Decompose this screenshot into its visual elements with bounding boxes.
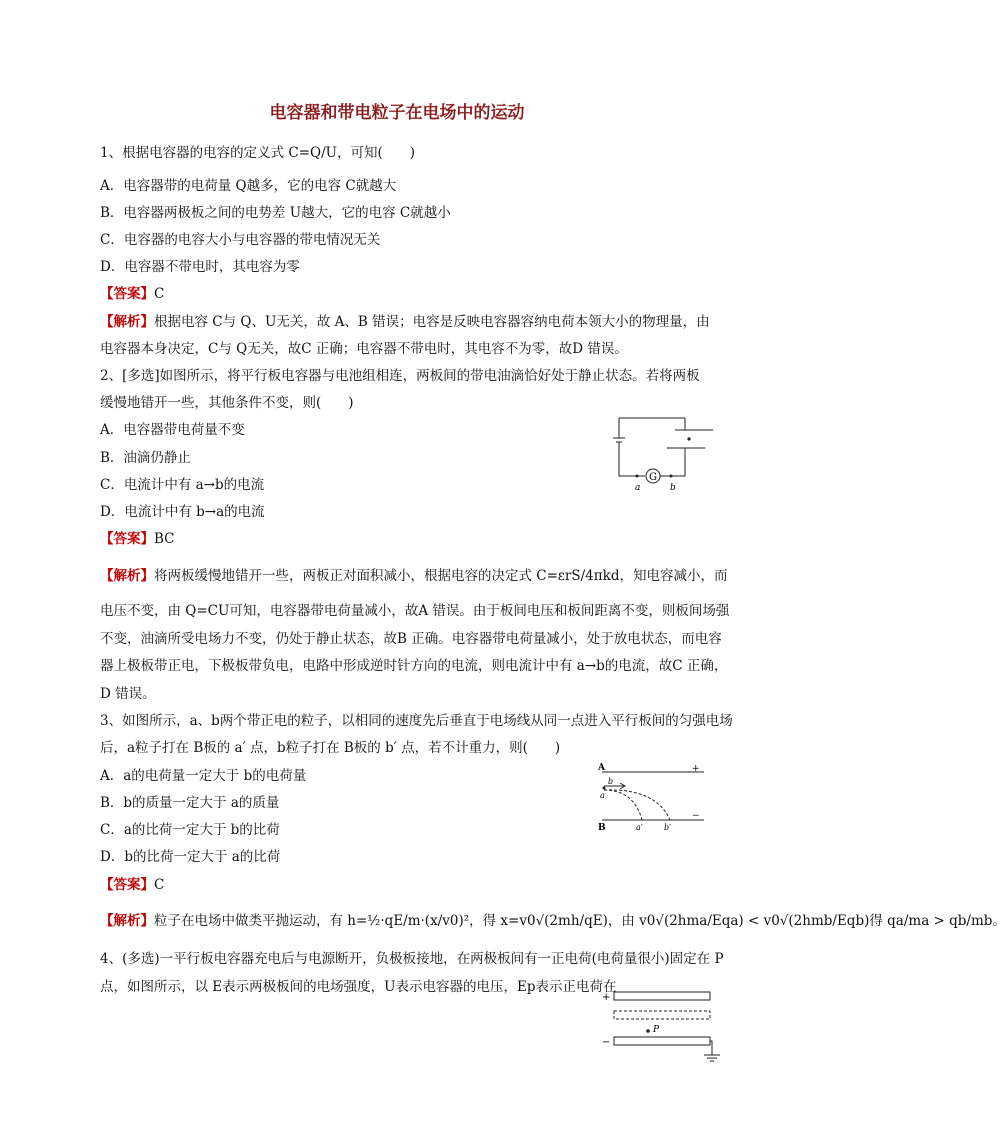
node-b-label: b xyxy=(670,483,676,493)
q2-option-c: C．电流计中有 a→b的电流 xyxy=(100,477,265,493)
q3-plates-diagram xyxy=(594,760,709,835)
charge-p-dot xyxy=(646,1029,650,1033)
q3-analysis-1: 粒子在电场中做类平抛运动，有 h=½·qE/m·(x/v0)²，得 x=v0√(2mh/qE)，由 v0√(2hma/Eqa) < v0√(2hmb/Eqb)得 qa/ma > qb/mb。 xyxy=(154,913,1006,929)
q2-option-a: A．电容器带电荷量不变 xyxy=(100,422,245,438)
q4-capacitor-diagram xyxy=(600,985,725,1065)
q3-option-a: A．a的电荷量一定大于 b的电荷量 xyxy=(100,768,307,784)
q3-option-d: D．b的比荷一定大于 a的比荷 xyxy=(100,849,281,865)
q1-answer-value: C xyxy=(154,286,165,302)
minus-sign: − xyxy=(602,1037,611,1048)
analysis-tag: 【解析】 xyxy=(100,568,154,584)
q1-answer xyxy=(100,285,164,303)
q2-option-d: D．电流计中有 b→a的电流 xyxy=(100,504,265,520)
q1-option-b: B．电容器两极板之间的电势差 U越大，它的电容 C就越小 xyxy=(100,205,451,221)
plus-sign: + xyxy=(602,992,611,1003)
galvanometer-label: G xyxy=(649,472,657,483)
plate-a-label: A xyxy=(598,763,605,773)
q2-stem-1: 2、[多选]如图所示，将平行板电容器与电池组相连，两板间的带电油滴恰好处于静止状态。若将两板 xyxy=(100,368,700,384)
q2-answer xyxy=(100,530,175,548)
q1-analysis xyxy=(100,313,710,331)
q2-analysis-1: 将两板缓慢地错开一些，两板正对面积减小，根据电容的决定式 C=εrS/4πkd，知电容减小，而 xyxy=(154,568,728,584)
minus-sign: − xyxy=(692,811,700,821)
q1-option-c: C．电容器的电容大小与电容器的带电情况无关 xyxy=(100,232,381,248)
q2-answer-value: BC xyxy=(154,531,175,547)
particle-b-label: b xyxy=(608,777,614,786)
answer-tag: 【答案】 xyxy=(100,286,154,302)
analysis-tag: 【解析】 xyxy=(100,314,154,330)
q4-stem-2: 点，如图所示，以 E表示两极板间的电场强度，U表示电容器的电压，Ep表示正电荷在 xyxy=(100,979,617,995)
page-title: 电容器和带电粒子在电场中的运动 xyxy=(269,103,525,123)
q2-stem-2: 缓慢地错开一些，其他条件不变，则( ) xyxy=(100,395,354,411)
point-p-label: P xyxy=(653,1025,660,1035)
answer-tag: 【答案】 xyxy=(100,531,154,547)
plus-sign: + xyxy=(692,764,700,774)
particle-a-label: a xyxy=(600,791,605,800)
point-b-prime-label: b′ xyxy=(664,823,671,832)
oil-drop xyxy=(687,437,690,440)
plate-b-label: B xyxy=(598,823,606,833)
q3-stem-2: 后，a粒子打在 B板的 a′ 点，b粒子打在 B板的 b′ 点，若不计重力，则( ) xyxy=(100,740,561,756)
q2-analysis-4: 器上极板带正电，下极板带负电，电路中形成逆时针方向的电流，则电流计中有 a→b的电流，故C 正确， xyxy=(100,658,728,674)
q1-analysis-1: 根据电容 C与 Q、U无关，故 A、B 错误；电容是反映电容器容纳电荷本领大小的物理量，由 xyxy=(154,314,710,330)
q2-circuit-diagram xyxy=(605,408,725,498)
q3-option-c: C．a的比荷一定大于 b的比荷 xyxy=(100,822,280,838)
q3-answer xyxy=(100,876,164,894)
q3-answer-value: C xyxy=(154,877,165,893)
q1-stem: 1、根据电容器的电容的定义式 C=Q/U，可知( ) xyxy=(100,145,416,161)
q2-analysis-5: D 错误。 xyxy=(100,686,156,702)
q1-analysis-2: 电容器本身决定，C与 Q无关，故C 正确；电容器不带电时，其电容不为零，故D 错误。 xyxy=(100,341,628,357)
analysis-tag: 【解析】 xyxy=(100,913,154,929)
q2-analysis xyxy=(100,567,727,585)
q4-stem-1: 4、(多选)一平行板电容器充电后与电源断开，负极板接地，在两极板间有一正电荷(电荷量很小)固定在 P xyxy=(100,951,724,967)
q3-option-b: B．b的质量一定大于 a的质量 xyxy=(100,795,280,811)
q2-analysis-2: 电压不变，由 Q=CU可知，电容器带电荷量减小，故A 错误。由于板间电压和板间距离不变，则板间场强 xyxy=(100,603,730,619)
node-a-label: a xyxy=(635,483,641,493)
point-a-prime-label: a′ xyxy=(636,823,643,832)
q3-stem-1: 3、如图所示，a、b两个带正电的粒子，以相同的速度先后垂直于电场线从同一点进入平行板间的匀强电场 xyxy=(100,713,733,729)
q2-analysis-3: 不变，油滴所受电场力不变，仍处于静止状态，故B 正确。电容器带电荷量减小，处于放电状态，而电容 xyxy=(100,631,722,647)
answer-tag: 【答案】 xyxy=(100,877,154,893)
q2-option-b: B．油滴仍静止 xyxy=(100,450,191,466)
q3-analysis xyxy=(100,912,1006,930)
q1-option-d: D．电容器不带电时，其电容为零 xyxy=(100,259,300,275)
q1-option-a: A．电容器带的电荷量 Q越多，它的电容 C就越大 xyxy=(100,178,397,194)
